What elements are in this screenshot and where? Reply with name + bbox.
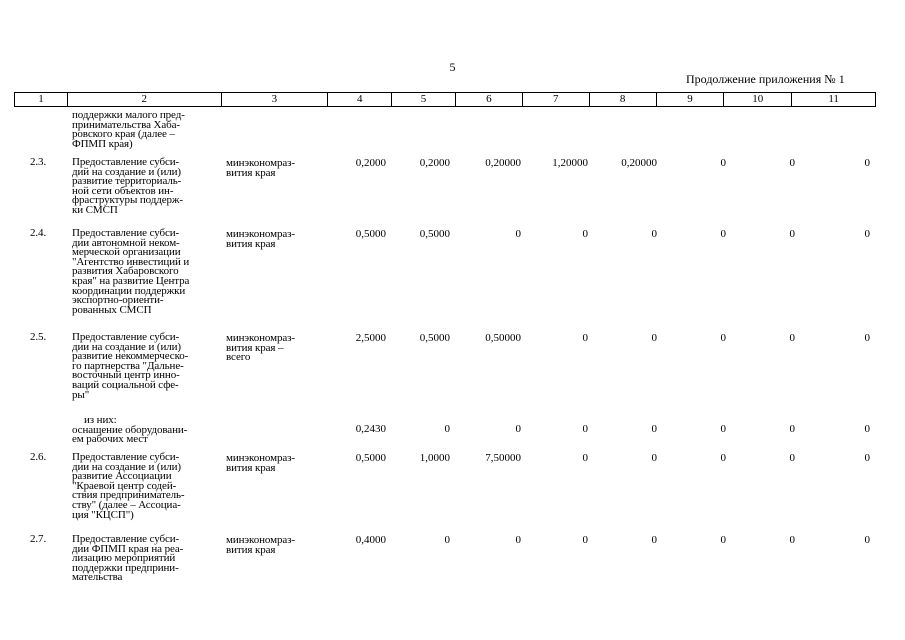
header-col-8: 8 xyxy=(590,93,657,106)
header-col-6: 6 xyxy=(456,93,523,106)
page-number: 5 xyxy=(449,60,456,74)
row-value-col-10: 0 xyxy=(789,332,795,344)
row-value-col-5: 0 xyxy=(444,534,450,546)
row-value-col-6: 0 xyxy=(515,534,521,546)
row-number: 2.7. xyxy=(30,533,47,545)
row-description: Предоставление субси- дии на создание и (или) развитие Ассоциации "Краевой центр содей- ствия предприниматель- ству" (далее – Ассоциа- ция "КЦСП") xyxy=(72,451,185,521)
row-value-col-5: 0 xyxy=(444,423,450,435)
row-value-col-9: 0 xyxy=(720,157,726,169)
row-value-col-10: 0 xyxy=(789,534,795,546)
row-description: Предоставление субси- дии на создание и (или) развитие некоммерческо- го партнерства "Дальне- восточный центр инно- ваций социальной сфе- ры" xyxy=(72,331,189,401)
row-value-col-11: 0 xyxy=(864,332,870,344)
row-value-col-4: 0,2000 xyxy=(355,157,386,169)
row-value-col-7: 0 xyxy=(582,228,588,240)
row-value-col-5: 0,5000 xyxy=(419,228,450,240)
row-value-col-8: 0 xyxy=(651,332,657,344)
header-col-7: 7 xyxy=(523,93,590,106)
row-number: 2.6. xyxy=(30,451,47,463)
top-fragment-text: поддержки малого пред- принимательства Хаба- ровского края (далее – ФПМП края) xyxy=(72,109,185,150)
header-col-2: 2 xyxy=(68,93,222,106)
row-value-col-4: 2,5000 xyxy=(355,332,386,344)
row-value-col-4: 0,2430 xyxy=(355,423,386,435)
row-value-col-6: 7,50000 xyxy=(485,452,521,464)
row-value-col-6: 0 xyxy=(515,423,521,435)
header-col-5: 5 xyxy=(392,93,456,106)
row-value-col-4: 0,4000 xyxy=(355,534,386,546)
row-value-col-5: 0,5000 xyxy=(419,332,450,344)
row-value-col-7: 0 xyxy=(582,423,588,435)
header-col-11: 11 xyxy=(828,93,839,105)
continuation-note: Продолжение приложения № 1 xyxy=(686,72,845,86)
row-value-col-11: 0 xyxy=(864,157,870,169)
row-value-col-11: 0 xyxy=(864,534,870,546)
row-value-col-8: 0 xyxy=(651,228,657,240)
row-value-col-10: 0 xyxy=(789,157,795,169)
row-executor: минэкономраз- вития края xyxy=(226,452,295,474)
row-value-col-8: 0 xyxy=(651,423,657,435)
row-description: Предоставление субси- дий на создание и (или) развитие территориаль- ной сети объектов ин- фраструктуры поддерж- ки СМСП xyxy=(72,156,183,216)
row-description: из них: оснащение оборудовани- ем рабочих мест xyxy=(72,414,188,446)
row-value-col-5: 1,0000 xyxy=(419,452,450,464)
row-value-col-9: 0 xyxy=(720,534,726,546)
row-value-col-10: 0 xyxy=(789,452,795,464)
row-value-col-10: 0 xyxy=(789,228,795,240)
row-value-col-6: 0,20000 xyxy=(485,157,521,169)
row-executor: минэкономраз- вития края xyxy=(226,534,295,556)
row-value-col-10: 0 xyxy=(789,423,795,435)
row-value-col-11: 0 xyxy=(864,228,870,240)
row-executor: минэкономраз- вития края – всего xyxy=(226,332,295,364)
row-executor: минэкономраз- вития края xyxy=(226,228,295,250)
table-header xyxy=(14,92,876,107)
row-value-col-7: 0 xyxy=(582,534,588,546)
row-value-col-11: 0 xyxy=(864,423,870,435)
row-number: 2.4. xyxy=(30,227,47,239)
row-value-col-4: 0,5000 xyxy=(355,452,386,464)
row-executor: минэкономраз- вития края xyxy=(226,157,295,179)
row-value-col-6: 0,50000 xyxy=(485,332,521,344)
row-value-col-9: 0 xyxy=(720,452,726,464)
row-value-col-11: 0 xyxy=(864,452,870,464)
row-description: Предоставление субси- дии ФПМП края на реа- лизацию мероприятий поддержки предприни- мательства xyxy=(72,533,184,584)
row-value-col-9: 0 xyxy=(720,332,726,344)
header-col-9: 9 xyxy=(657,93,725,106)
header-col-1: 1 xyxy=(15,93,68,106)
row-number: 2.3. xyxy=(30,156,47,168)
header-col-4: 4 xyxy=(328,93,392,106)
row-value-col-8: 0 xyxy=(651,534,657,546)
row-value-col-6: 0 xyxy=(515,228,521,240)
row-description: Предоставление субси- дии автономной неком- мерческой организации "Агентство инвестиций и развития Хабаровского края" на развитие Центра координации поддержки экспортно-ориенти- рованных СМСП xyxy=(72,227,190,316)
header-col-3: 3 xyxy=(222,93,329,106)
row-value-col-8: 0,20000 xyxy=(621,157,657,169)
row-value-col-8: 0 xyxy=(651,452,657,464)
row-value-col-4: 0,5000 xyxy=(355,228,386,240)
row-value-col-9: 0 xyxy=(720,423,726,435)
header-col-10: 10 xyxy=(724,93,792,106)
row-value-col-9: 0 xyxy=(720,228,726,240)
row-value-col-7: 1,20000 xyxy=(552,157,588,169)
row-value-col-5: 0,2000 xyxy=(419,157,450,169)
row-number: 2.5. xyxy=(30,331,47,343)
row-value-col-7: 0 xyxy=(582,452,588,464)
row-value-col-7: 0 xyxy=(582,332,588,344)
